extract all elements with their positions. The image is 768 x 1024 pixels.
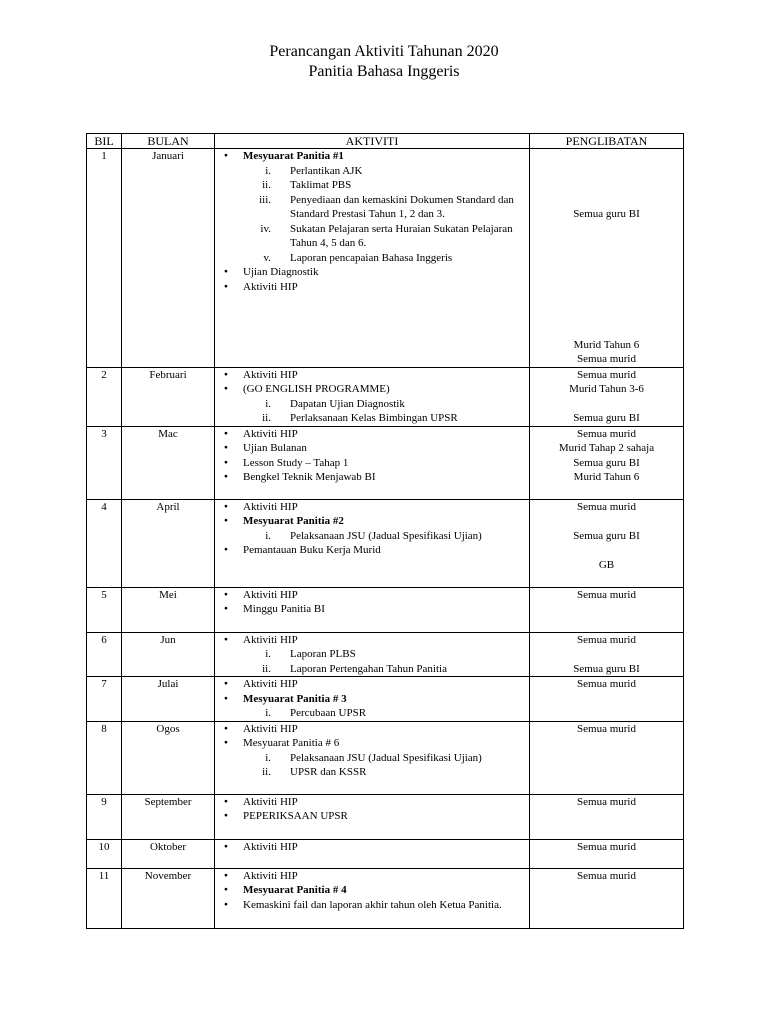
sub-activity-item [243,529,525,544]
activity-text: Kemaskini fail dan laporan akhir tahun oleh Ketua Panitia. [243,898,502,911]
cell-bil: 10 [87,839,122,868]
table-body [87,149,684,929]
sub-activity-number: ii. [262,179,271,191]
cell-aktiviti [215,721,530,794]
sub-activity-text: Perlaksanaan Kelas Bimbingan UPSR [290,412,458,424]
spacer [530,280,683,295]
activity-item [243,543,525,558]
activity-item [243,441,525,456]
cell-bulan: September [122,794,215,839]
spacer [530,164,683,179]
table-row [87,499,684,587]
table-row [87,868,684,928]
cell-bulan: Januari [122,149,215,368]
activity-text: Mesyuarat Panitia #1 [243,150,344,162]
cell-bulan: April [122,499,215,587]
sub-activity-number: iv. [260,222,271,235]
sub-activity-number: i. [265,164,271,177]
spacer [530,294,683,309]
sub-activity-text: Percubaan UPSR [290,707,367,719]
sub-activity-text: Penyediaan dan kemaskini Dokumen Standard dan Standard Prestasi Tahun 1, 2 dan 3. [290,193,514,220]
sub-activity-text: Pelaksanaan JSU (Jadual Spesifikasi Ujian) [290,529,482,542]
sub-activity-list [243,706,525,721]
sub-activity-text: Taklimat PBS [290,179,352,191]
cell-bil: 5 [87,587,122,632]
activity-text: Ujian Diagnostik [243,266,319,278]
cell-bulan: Oktober [122,839,215,868]
sub-activity-number: v. [263,251,271,264]
spacer [530,236,683,251]
penglibatan-text: Semua guru BI [573,412,640,424]
activity-text: PEPERIKSAAN UPSR [243,810,348,822]
header-bil: BIL [87,134,122,149]
cell-bil: 1 [87,149,122,368]
spacer [530,265,683,280]
cell-bulan: Jun [122,632,215,677]
sub-activity-item [243,706,525,721]
activity-item [243,677,525,692]
sub-activity-number: iii. [259,193,271,206]
cell-penglibatan [530,587,684,632]
cell-penglibatan [530,721,684,794]
sub-activity-text: Perlantikan AJK [290,164,363,177]
spacer [530,193,683,208]
cell-bil: 4 [87,499,122,587]
penglibatan-text: Semua murid [577,588,636,601]
activity-text: Aktiviti HIP [243,678,298,690]
cell-bil: 9 [87,794,122,839]
sub-activity-item [243,751,525,766]
activity-text: Aktiviti HIP [243,722,298,735]
sub-activity-item [243,193,525,222]
cell-bulan: Ogos [122,721,215,794]
cell-penglibatan [530,149,684,368]
cell-bil: 6 [87,632,122,677]
activity-item [243,869,525,884]
activity-list [215,633,529,677]
penglibatan-text: Semua murid [577,722,636,735]
cell-penglibatan [530,794,684,839]
activity-item [243,149,525,265]
penglibatan-text: GB [598,558,615,571]
penglibatan-text: Semua murid [577,633,636,646]
spacer [530,543,683,558]
activity-text: Mesyuarat Panitia #2 [243,515,344,527]
activity-item [243,840,525,855]
activity-text: (GO ENGLISH PROGRAMME) [243,383,390,395]
sub-activity-item [243,222,525,251]
activity-text: Aktiviti HIP [243,427,298,440]
activity-text: Aktiviti HIP [243,633,298,646]
cell-penglibatan [530,367,684,426]
cell-aktiviti [215,794,530,839]
spacer [530,323,683,338]
cell-aktiviti [215,677,530,722]
cell-aktiviti [215,149,530,368]
activity-item [243,692,525,721]
table-row [87,426,684,499]
activity-list [215,795,529,824]
sub-activity-text: Pelaksanaan JSU (Jadual Spesifikasi Ujian) [290,751,482,764]
activity-item [243,602,525,617]
activity-text: Mesyuarat Panitia # 6 [243,737,340,749]
activity-text: Ujian Bulanan [243,442,307,454]
cell-bulan: Julai [122,677,215,722]
activity-item [243,795,525,810]
sub-activity-number: i. [265,648,271,660]
penglibatan-text: Semua murid [577,840,636,853]
cell-bil: 8 [87,721,122,794]
cell-penglibatan [530,426,684,499]
sub-activity-list [243,164,525,266]
activity-list [215,722,529,780]
sub-activity-text: Laporan Pertengahan Tahun Panitia [290,662,447,675]
penglibatan-text: Semua murid [577,869,636,882]
sub-activity-item [243,647,525,662]
sub-activity-text: UPSR dan KSSR [290,766,367,778]
activity-item [243,736,525,780]
activity-item [243,382,525,426]
cell-aktiviti [215,839,530,868]
table-row [87,149,684,368]
sub-activity-item [243,178,525,193]
table-row [87,367,684,426]
activity-item [243,809,525,824]
cell-bulan: November [122,868,215,928]
table-row [87,839,684,868]
document-title [0,42,768,82]
penglibatan-text: Semua guru BI [573,208,640,220]
title-line-2: Panitia Bahasa Inggeris [308,63,460,80]
penglibatan-text: Semua guru BI [573,529,640,542]
penglibatan-text: Semua murid [577,500,636,513]
activity-list [215,149,529,294]
activity-item [243,427,525,442]
activity-item [243,514,525,543]
activity-text: Aktiviti HIP [243,588,298,601]
activity-item [243,280,525,295]
spacer [530,178,683,193]
sub-activity-list [243,397,525,426]
cell-bil: 2 [87,367,122,426]
activity-plan-table [86,133,684,929]
activity-text: Aktiviti HIP [243,795,298,808]
penglibatan-text: Murid Tahun 6 [573,338,640,351]
penglibatan-text: Semua murid [577,368,636,381]
table-row [87,632,684,677]
sub-activity-text: Dapatan Ujian Diagnostik [290,397,405,410]
activity-item [243,470,525,485]
penglibatan-text: Semua murid [577,427,636,440]
spacer [530,309,683,324]
sub-activity-text: Sukatan Pelajaran serta Huraian Sukatan Pelajaran Tahun 4, 5 dan 6. [290,222,513,249]
spacer [530,149,683,164]
sub-activity-item [243,411,525,426]
activity-list [215,368,529,426]
cell-bil: 7 [87,677,122,722]
activity-list [215,588,529,617]
penglibatan-text: Murid Tahap 2 sahaja [558,442,655,454]
activity-text: Aktiviti HIP [243,280,298,293]
sub-activity-number: ii. [262,662,271,675]
cell-penglibatan [530,868,684,928]
sub-activity-number: i. [265,707,271,719]
spacer [530,514,683,529]
activity-text: Mesyuarat Panitia # 3 [243,692,347,705]
cell-bil: 11 [87,868,122,928]
cell-aktiviti [215,632,530,677]
sub-activity-list [243,751,525,780]
sub-activity-item [243,765,525,780]
spacer [530,222,683,237]
cell-penglibatan [530,839,684,868]
activity-text: Aktiviti HIP [243,368,298,381]
activity-list [215,869,529,913]
activity-text: Bengkel Teknik Menjawab BI [243,471,376,483]
cell-penglibatan [530,632,684,677]
sub-activity-text: Laporan pencapaian Bahasa Inggeris [290,251,453,264]
penglibatan-text: Murid Tahun 3-6 [569,383,644,395]
sub-activity-item [243,251,525,266]
activity-item [243,588,525,603]
activity-list [215,500,529,558]
activity-text: Pemantauan Buku Kerja Murid [243,544,381,556]
activity-text: Aktiviti HIP [243,500,298,513]
cell-aktiviti [215,367,530,426]
cell-aktiviti [215,499,530,587]
sub-activity-number: i. [265,751,271,764]
penglibatan-text: Semua murid [577,678,636,690]
activity-item [243,898,525,913]
header-aktiviti: AKTIVITI [215,134,530,149]
sub-activity-item [243,397,525,412]
activity-item [243,633,525,677]
cell-bulan: Mei [122,587,215,632]
sub-activity-number: ii. [262,766,271,778]
sub-activity-text: Laporan PLBS [290,648,356,660]
activity-item [243,722,525,737]
table-row [87,677,684,722]
activity-text: Aktiviti HIP [243,869,298,882]
sub-activity-item [243,164,525,179]
cell-penglibatan [530,677,684,722]
spacer [530,647,683,662]
cell-bulan: Februari [122,367,215,426]
activity-text: Lesson Study – Tahap 1 [243,456,349,469]
cell-penglibatan [530,499,684,587]
cell-bulan: Mac [122,426,215,499]
activity-item [243,368,525,383]
activity-text: Aktiviti HIP [243,840,298,853]
spacer [530,397,683,412]
sub-activity-number: i. [265,397,271,410]
title-line-1: Perancangan Aktiviti Tahunan 2020 [269,43,499,60]
penglibatan-text: Semua guru BI [573,456,640,469]
sub-activity-list [243,647,525,676]
activity-text: Minggu Panitia BI [243,603,325,615]
table-row [87,721,684,794]
penglibatan-text: Semua guru BI [573,662,640,675]
cell-aktiviti [215,868,530,928]
penglibatan-text: Semua murid [577,795,636,808]
activity-item [243,265,525,280]
activity-item [243,500,525,515]
cell-aktiviti [215,587,530,632]
activity-list [215,427,529,485]
activity-item [243,456,525,471]
sub-activity-list [243,529,525,544]
activity-list [215,840,529,855]
penglibatan-text: Murid Tahun 6 [573,471,640,483]
activity-item [243,883,525,898]
penglibatan-text: Semua murid [577,353,636,365]
header-bulan: BULAN [122,134,215,149]
table-row [87,794,684,839]
header-penglibatan: PENGLIBATAN [530,134,684,149]
cell-aktiviti [215,426,530,499]
spacer [530,251,683,266]
table-row [87,587,684,632]
sub-activity-item [243,662,525,677]
cell-bil: 3 [87,426,122,499]
header-row [87,134,684,149]
activity-text: Mesyuarat Panitia # 4 [243,884,347,896]
activity-list [215,677,529,721]
sub-activity-number: ii. [262,412,271,424]
sub-activity-number: i. [265,529,271,542]
